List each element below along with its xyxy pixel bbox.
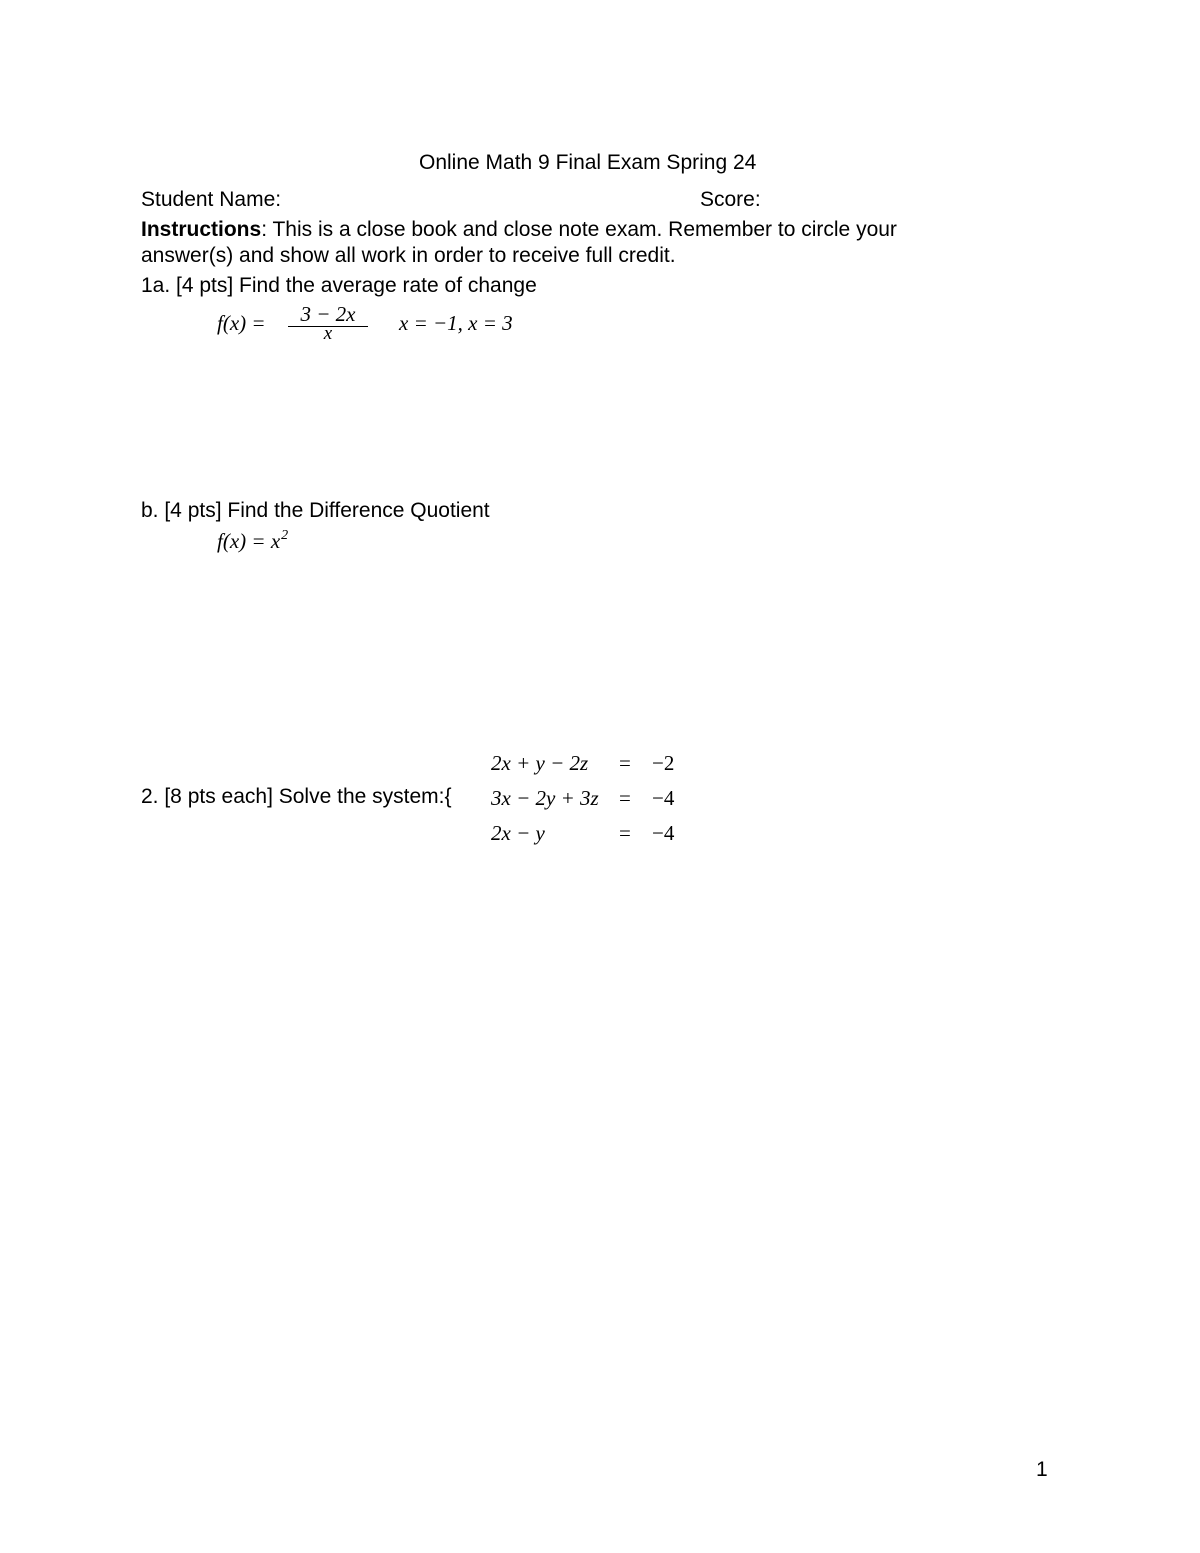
system-eq-3-lhs: 2x − y [491,821,545,845]
q1b-function-base: f(x) = x [217,529,281,553]
instructions-label: Instructions [141,218,262,241]
q1a-points: x = −1, x = 3 [399,311,513,335]
q1a-function-lhs: f(x) = [217,311,266,335]
page-number: 1 [1036,1458,1048,1481]
system-eq-3-rhs: −4 [652,821,675,845]
system-eq-1-equals: = [619,751,631,775]
instructions-text-1: : This is a close book and close note exam. Remember to circle your [261,218,897,241]
q1b-function [217,528,289,553]
score-label: Score: [700,188,761,211]
system-eq-1-rhs: −2 [652,751,675,775]
question-1b-prompt: b. [4 pts] Find the Difference Quotient [141,499,490,522]
instructions-line-2: answer(s) and show all work in order to receive full credit. [141,244,676,267]
student-name-label: Student Name: [141,188,282,211]
system-eq-2-lhs: 3x − 2y + 3z [491,786,599,810]
q1b-exponent: 2 [281,528,289,543]
question-1a-prompt: 1a. [4 pts] Find the average rate of change [141,274,537,297]
question-2-prompt: 2. [8 pts each] Solve the system:{ [141,785,452,808]
q1a-denominator: x [323,323,333,344]
system-eq-2-rhs: −4 [652,786,675,810]
system-eq-1-lhs: 2x + y − 2z [491,751,589,775]
system-eq-3-equals: = [619,821,631,845]
q1a-numerator: 3 − 2x [288,304,368,327]
instructions-line-1 [141,219,897,240]
page-title: Online Math 9 Final Exam Spring 24 [419,151,757,174]
system-eq-2-equals: = [619,786,631,810]
